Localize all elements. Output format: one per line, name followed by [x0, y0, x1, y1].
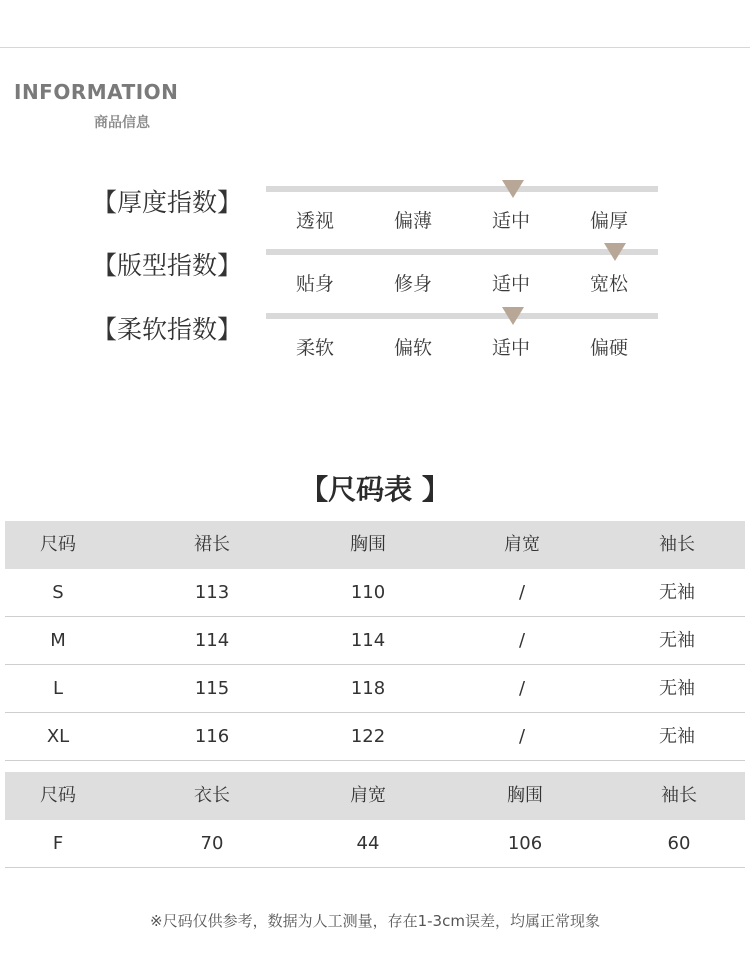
- table-header-row: [5, 521, 745, 569]
- dress-size-table: [5, 521, 745, 761]
- table-header-cell: 袖长: [661, 785, 697, 806]
- table-row: [5, 617, 745, 665]
- table-cell: 114: [194, 630, 230, 651]
- table-header-cell: 裙长: [194, 534, 230, 555]
- table-row: [5, 713, 745, 761]
- top-size-table: [5, 772, 745, 868]
- index-option: 适中: [491, 273, 530, 295]
- index-option: 偏硬: [589, 337, 628, 359]
- index-option: 适中: [491, 337, 530, 359]
- index-marker-icon: [604, 243, 626, 261]
- index-marker-icon: [502, 307, 524, 325]
- table-cell: XL: [46, 726, 70, 747]
- table-header-cell: 肩宽: [350, 785, 386, 806]
- table-header-cell: 衣长: [194, 785, 230, 806]
- index-option: 偏薄: [393, 210, 432, 232]
- index-option: 偏软: [393, 337, 432, 359]
- top-divider: [0, 47, 750, 48]
- index-bar: [266, 186, 658, 192]
- table-header-cell: 胸围: [350, 534, 386, 555]
- table-cell: /: [518, 582, 526, 603]
- index-option: 柔软: [295, 337, 334, 359]
- table-header-cell: 尺码: [40, 534, 76, 555]
- table-row: [5, 820, 745, 868]
- table-row: [5, 665, 745, 713]
- table-cell: 118: [350, 678, 386, 699]
- table-cell: 70: [200, 833, 224, 854]
- table-header-cell: 袖长: [659, 534, 695, 555]
- table-cell: S: [52, 582, 64, 603]
- index-label: 【版型指数】: [92, 251, 243, 280]
- disclaimer-note: ※尺码仅供参考，数据为人工测量，存在1-3cm误差，均属正常现象: [150, 912, 600, 930]
- index-bar: [266, 313, 658, 319]
- index-option: 偏厚: [589, 210, 628, 232]
- table-header-cell: 胸围: [507, 785, 543, 806]
- table-cell: 无袖: [659, 678, 695, 699]
- table-cell: 115: [194, 678, 230, 699]
- index-row-thickness: [0, 183, 750, 233]
- table-cell: 113: [194, 582, 230, 603]
- index-label: 【厚度指数】: [92, 188, 243, 217]
- index-option: 适中: [491, 210, 530, 232]
- index-option: 贴身: [295, 273, 334, 295]
- table-cell: 无袖: [659, 582, 695, 603]
- table-cell: 114: [350, 630, 386, 651]
- table-cell: 106: [507, 833, 543, 854]
- index-bar: [266, 249, 658, 255]
- table-cell: F: [52, 833, 64, 854]
- index-option: 透视: [295, 210, 334, 232]
- table-cell: 60: [667, 833, 691, 854]
- info-title: INFORMATION: [14, 80, 179, 104]
- index-option: 修身: [393, 273, 432, 295]
- index-marker-icon: [502, 180, 524, 198]
- table-cell: 无袖: [659, 630, 695, 651]
- table-cell: 44: [356, 833, 380, 854]
- index-label: 【柔软指数】: [92, 315, 243, 344]
- size-table-title: 【尺码表 】: [300, 473, 450, 506]
- table-header-cell: 肩宽: [504, 534, 540, 555]
- table-row: [5, 569, 745, 617]
- info-subtitle: 商品信息: [94, 115, 150, 131]
- table-cell: M: [50, 630, 66, 651]
- table-header-row: [5, 772, 745, 820]
- table-cell: /: [518, 726, 526, 747]
- table-cell: 110: [350, 582, 386, 603]
- table-cell: L: [52, 678, 64, 699]
- table-cell: /: [518, 630, 526, 651]
- table-header-cell: 尺码: [40, 785, 76, 806]
- index-option: 宽松: [589, 273, 628, 295]
- table-cell: 122: [350, 726, 386, 747]
- table-cell: 无袖: [659, 726, 695, 747]
- index-row-softness: [0, 310, 750, 360]
- table-cell: 116: [194, 726, 230, 747]
- table-cell: /: [518, 678, 526, 699]
- index-row-fit: [0, 246, 750, 296]
